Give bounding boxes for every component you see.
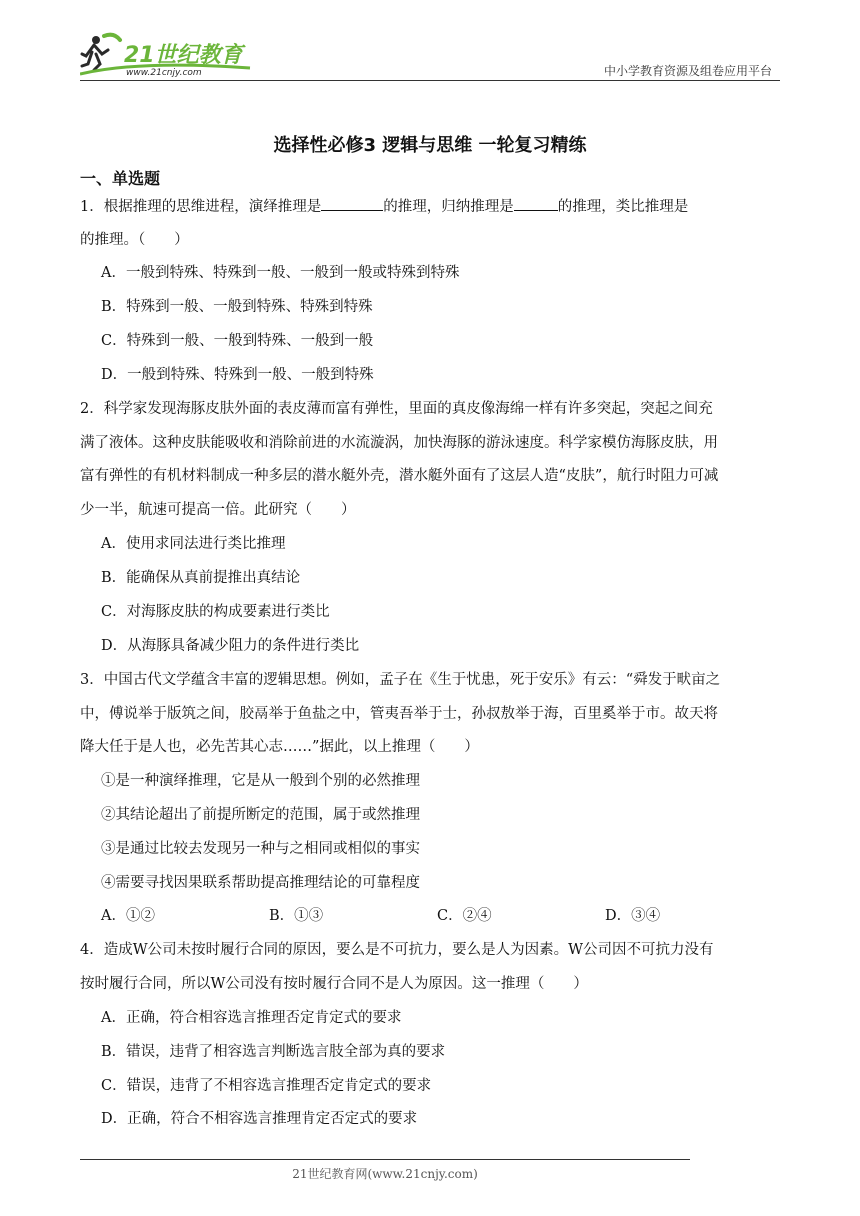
question-3-statement-1: ①是一种演绎推理，它是从一般到个别的必然推理 <box>101 773 420 789</box>
question-1-option-d[interactable]: D．一般到特殊、特殊到一般、一般到特殊 <box>101 367 374 383</box>
question-2-stem: 富有弹性的有机材料制成一种多层的潜水艇外壳，潜水艇外面有了这层人造“皮肤”，航行时阻力可减 <box>80 468 719 484</box>
answer-blank <box>514 196 558 211</box>
question-2-stem: 满了液体。这种皮肤能吸收和消除前进的水流漩涡，加快海豚的游泳速度。科学家模仿海豚皮肤，用 <box>80 435 718 451</box>
footer-divider <box>80 1159 690 1160</box>
answer-blank <box>321 196 383 211</box>
question-3-option-a[interactable]: A．①② <box>101 908 155 924</box>
question-1-stem-cont: 的推理。（ ） <box>80 232 189 248</box>
question-4-stem: 4．造成W公司未按时履行合同的原因，要么是不可抗力，要么是人为因素。W公司因不可抗力没有 <box>80 942 714 958</box>
question-2-option-b[interactable]: B．能确保从真前提推出真结论 <box>101 570 301 586</box>
question-4-stem: 按时履行合同，所以W公司没有按时履行合同不是人为原因。这一推理（ ） <box>80 976 588 992</box>
question-1-option-a[interactable]: A．一般到特殊、特殊到一般、一般到一般或特殊到特殊 <box>101 265 460 281</box>
question-3-stem: 中，傅说举于版筑之间，胶鬲举于鱼盐之中，管夷吾举于士，孙叔敖举于海，百里奚举于市。故天将 <box>80 706 718 722</box>
logo <box>80 30 260 80</box>
question-2-option-c[interactable]: C．对海豚皮肤的构成要素进行类比 <box>101 604 330 620</box>
logo-runner-icon <box>80 30 260 80</box>
question-3-statement-3: ③是通过比较去发现另一种与之相同或相似的事实 <box>101 841 420 857</box>
page-header <box>80 30 780 82</box>
page-footer: 21世纪教育网(www.21cnjy.com) <box>292 1167 478 1181</box>
svg-text:www.21cnjy.com: www.21cnjy.com <box>126 68 202 78</box>
question-1-option-b[interactable]: B．特殊到一般、一般到特殊、特殊到特殊 <box>101 299 373 315</box>
question-2-option-a[interactable]: A．使用求同法进行类比推理 <box>101 536 286 552</box>
question-3-option-c[interactable]: C．②④ <box>437 908 492 924</box>
question-4-option-b[interactable]: B．错误，违背了相容选言判断选言肢全部为真的要求 <box>101 1044 446 1060</box>
question-3-option-d[interactable]: D．③④ <box>605 908 661 924</box>
question-3-statement-2: ②其结论超出了前提所断定的范围，属于或然推理 <box>101 807 420 823</box>
question-4-option-d[interactable]: D．正确，符合不相容选言推理肯定否定式的要求 <box>101 1111 418 1127</box>
question-4-option-c[interactable]: C．错误，违背了不相容选言推理否定肯定式的要求 <box>101 1078 432 1094</box>
header-divider <box>80 80 780 81</box>
question-4-option-a[interactable]: A．正确，符合相容选言推理否定肯定式的要求 <box>101 1010 402 1026</box>
question-2-option-d[interactable]: D．从海豚具备减少阻力的条件进行类比 <box>101 638 360 654</box>
question-3-statement-4: ④需要寻找因果联系帮助提高推理结论的可靠程度 <box>101 875 420 891</box>
question-2-stem: 少一半，航速可提高一倍。此研究（ ） <box>80 502 356 518</box>
question-3-stem: 3．中国古代文学蕴含丰富的逻辑思想。例如，孟子在《生于忧患，死于安乐》有云：“舜发于畎亩之 <box>80 672 721 688</box>
header-slogan: 中小学教育资源及组卷应用平台 <box>603 64 772 78</box>
section-title: 一、单选题 <box>80 169 161 188</box>
svg-text:21世纪教育: 21世纪教育 <box>124 43 243 68</box>
question-3-stem: 降大任于是人也，必先苦其心志……”据此，以上推理（ ） <box>80 739 479 755</box>
question-2-stem: 2．科学家发现海豚皮肤外面的表皮薄而富有弹性，里面的真皮像海绵一样有许多突起，突起之间充 <box>80 401 713 417</box>
document-title: 选择性必修3 逻辑与思维 一轮复习精练 <box>273 135 587 156</box>
question-3-option-b[interactable]: B．①③ <box>269 908 324 924</box>
question-1-option-c[interactable]: C．特殊到一般、一般到特殊、一般到一般 <box>101 333 374 349</box>
question-1-stem: 1．根据推理的思维进程，演绎推理是 的推理，归纳推理是 的推理，类比推理是 <box>80 196 688 217</box>
